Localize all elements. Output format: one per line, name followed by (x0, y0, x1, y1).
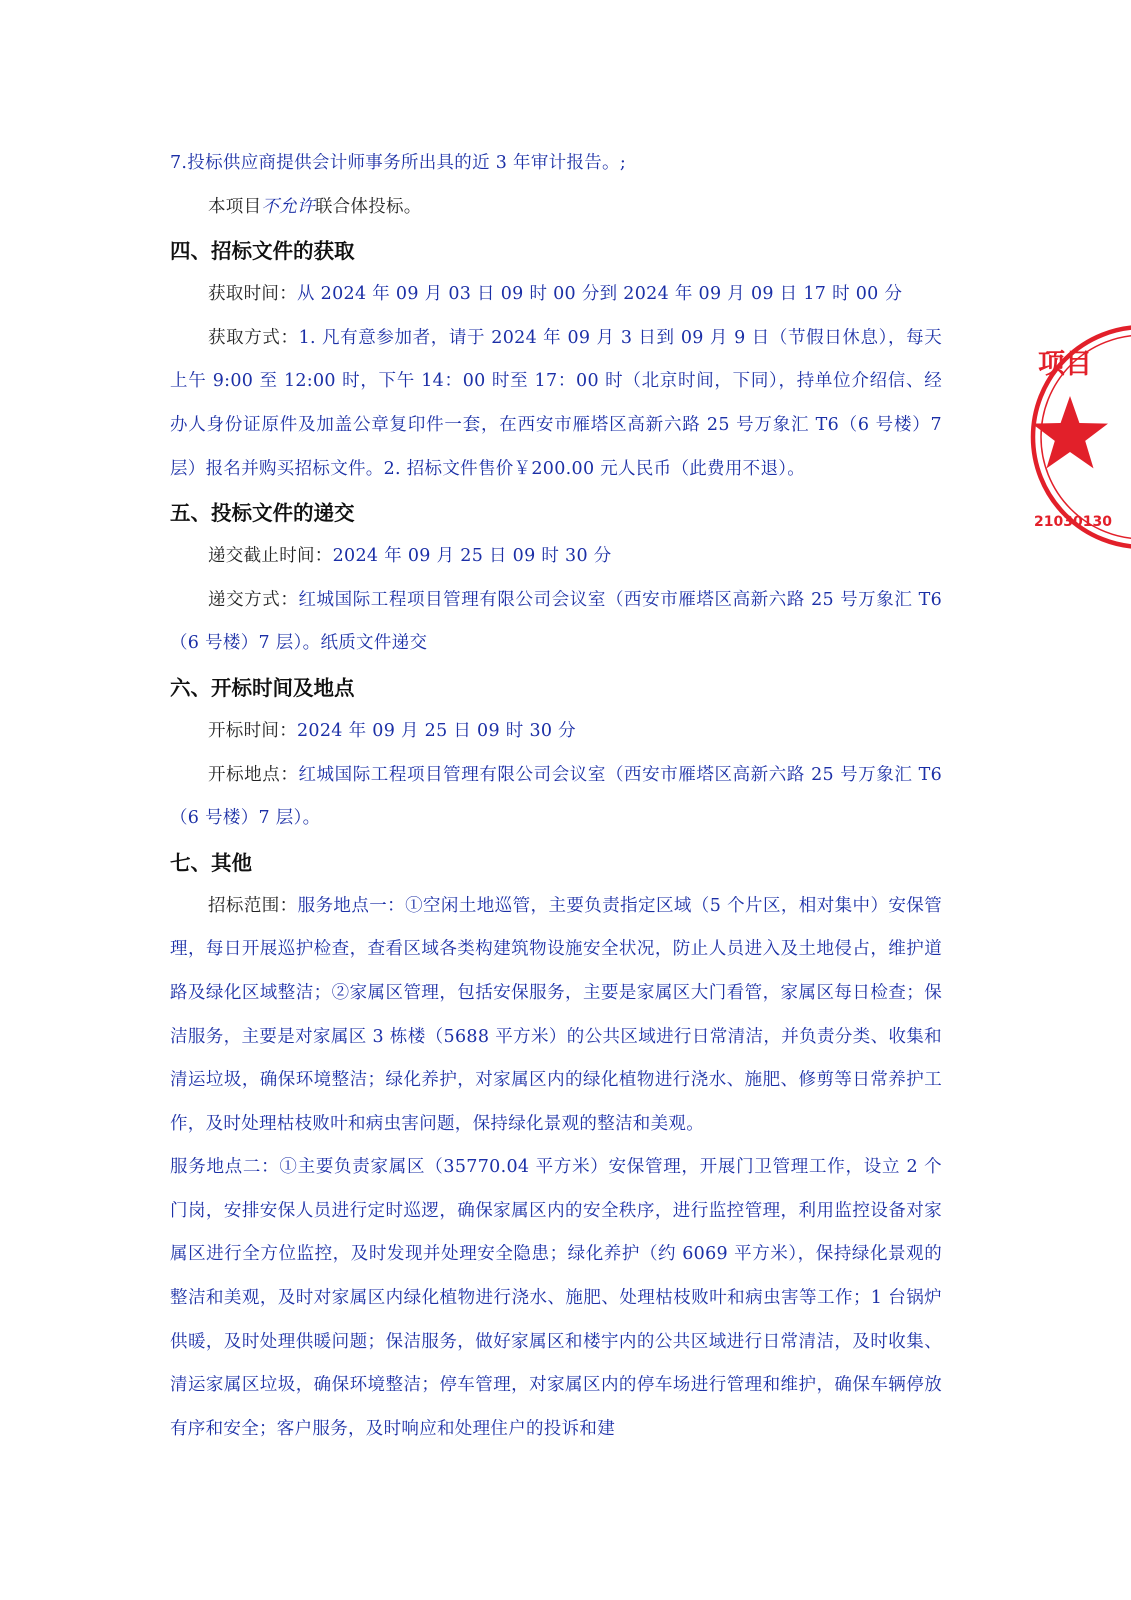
acquire-method-value: 1. 凡有意参加者，请于 2024 年 09 月 3 日到 09 月 9 日（节假日休息），每天上午 9:00 至 12:00 时，下午 14：00 时至 17：00 时（北京时间，下同），持单位介绍信、经办人身份证原件及加盖公章复印件一套，在西安市雁塔区高新六路 25 号万象汇 T6（6 号楼）7 层）报名并购买招标文件。2. 招标文件售价￥200.00 元人民币（此费用不退）。 (170, 327, 942, 479)
submit-deadline-label: 递交截止时间： (208, 546, 333, 567)
scope-site-one (170, 885, 942, 1147)
section-heading-7: 七、其他 (170, 850, 252, 875)
scope-site-one-text: 服务地点一：①空闲土地巡管，主要负责指定区域（5 个片区，相对集中）安保管理，每日开展巡护检查，查看区域各类构建筑物设施安全状况，防止人员进入及土地侵占，维护道路及绿化区域整洁；②家属区管理，包括安保服务，主要是家属区大门看管，家属区每日检查；保洁服务，主要是对家属区 3 栋楼（5688 平方米）的公共区域进行日常清洁，并负责分类、收集和清运垃圾，确保环境整洁；绿化养护，对家属区内的绿化植物进行浇水、施肥、修剪等日常养护工作，及时处理枯枝败叶和病虫害问题，保持绿化景观的整洁和美观。 (170, 895, 943, 1134)
consortium-post: 联合体投标。 (314, 196, 422, 217)
submit-deadline-value: 2024 年 09 月 25 日 09 时 30 分 (332, 546, 612, 567)
consortium-note (170, 186, 942, 230)
acquire-time-value: 从 2024 年 09 月 03 日 09 时 00 分到 2024 年 09 月 09 日 17 时 00 分 (297, 284, 903, 305)
opening-time-value: 2024 年 09 月 25 日 09 时 30 分 (297, 720, 576, 741)
opening-place-value: 红城国际工程项目管理有限公司会议室（西安市雁塔区高新六路 25 号万象汇 T6（6 号楼）7 层）。 (170, 764, 943, 829)
acquire-time-label: 获取时间： (208, 284, 297, 305)
consortium-pre: 本项目 (208, 196, 262, 217)
opening-time-label: 开标时间： (208, 720, 297, 741)
opening-place-label: 开标地点： (208, 764, 299, 785)
section-heading-5: 五、投标文件的递交 (170, 501, 355, 526)
consortium-emph: 不允许 (261, 196, 315, 217)
opening-place (170, 754, 942, 841)
acquire-time (170, 273, 942, 317)
acquire-method (170, 317, 942, 491)
seal-top-text: 项目 (1038, 349, 1092, 380)
section-heading-4: 四、招标文件的获取 (170, 239, 355, 264)
seal-bottom-number: 21030130 (1034, 514, 1112, 530)
company-seal-stamp (1030, 322, 1131, 552)
document-body (170, 142, 942, 1451)
submit-method-label: 递交方式： (208, 589, 299, 610)
opening-time (170, 710, 942, 754)
qualification-item-7: 7.投标供应商提供会计师事务所出具的近 3 年审计报告。; (170, 153, 627, 173)
scope-site-two: 服务地点二：①主要负责家属区（35770.04 平方米）安保管理，开展门卫管理工作，设立 2 个门岗，安排安保人员进行定时巡逻，确保家属区内的安全秩序，进行监控管理，利用监控设备对家属区进行全方位监控，及时发现并处理安全隐患；绿化养护（约 6069 平方米），保持绿化景观的整洁和美观，及时对家属区内绿化植物进行浇水、施肥、处理枯枝败叶和病虫害等工作；1 台锅炉供暖，及时处理供暖问题；保洁服务，做好家属区和楼宇内的公共区域进行日常清洁，及时收集、清运家属区垃圾，确保环境整洁；停车管理，对家属区内的停车场进行管理和维护，确保车辆停放有序和安全；客户服务，及时响应和处理住户的投诉和建 (170, 1157, 942, 1439)
acquire-method-label: 获取方式： (208, 327, 299, 348)
section-heading-6: 六、开标时间及地点 (170, 675, 355, 700)
submit-method-value: 红城国际工程项目管理有限公司会议室（西安市雁塔区高新六路 25 号万象汇 T6（6 号楼）7 层）。纸质文件递交 (170, 589, 943, 654)
submit-method (170, 579, 942, 666)
scope-label: 招标范围： (208, 895, 298, 916)
submit-deadline (170, 535, 942, 579)
